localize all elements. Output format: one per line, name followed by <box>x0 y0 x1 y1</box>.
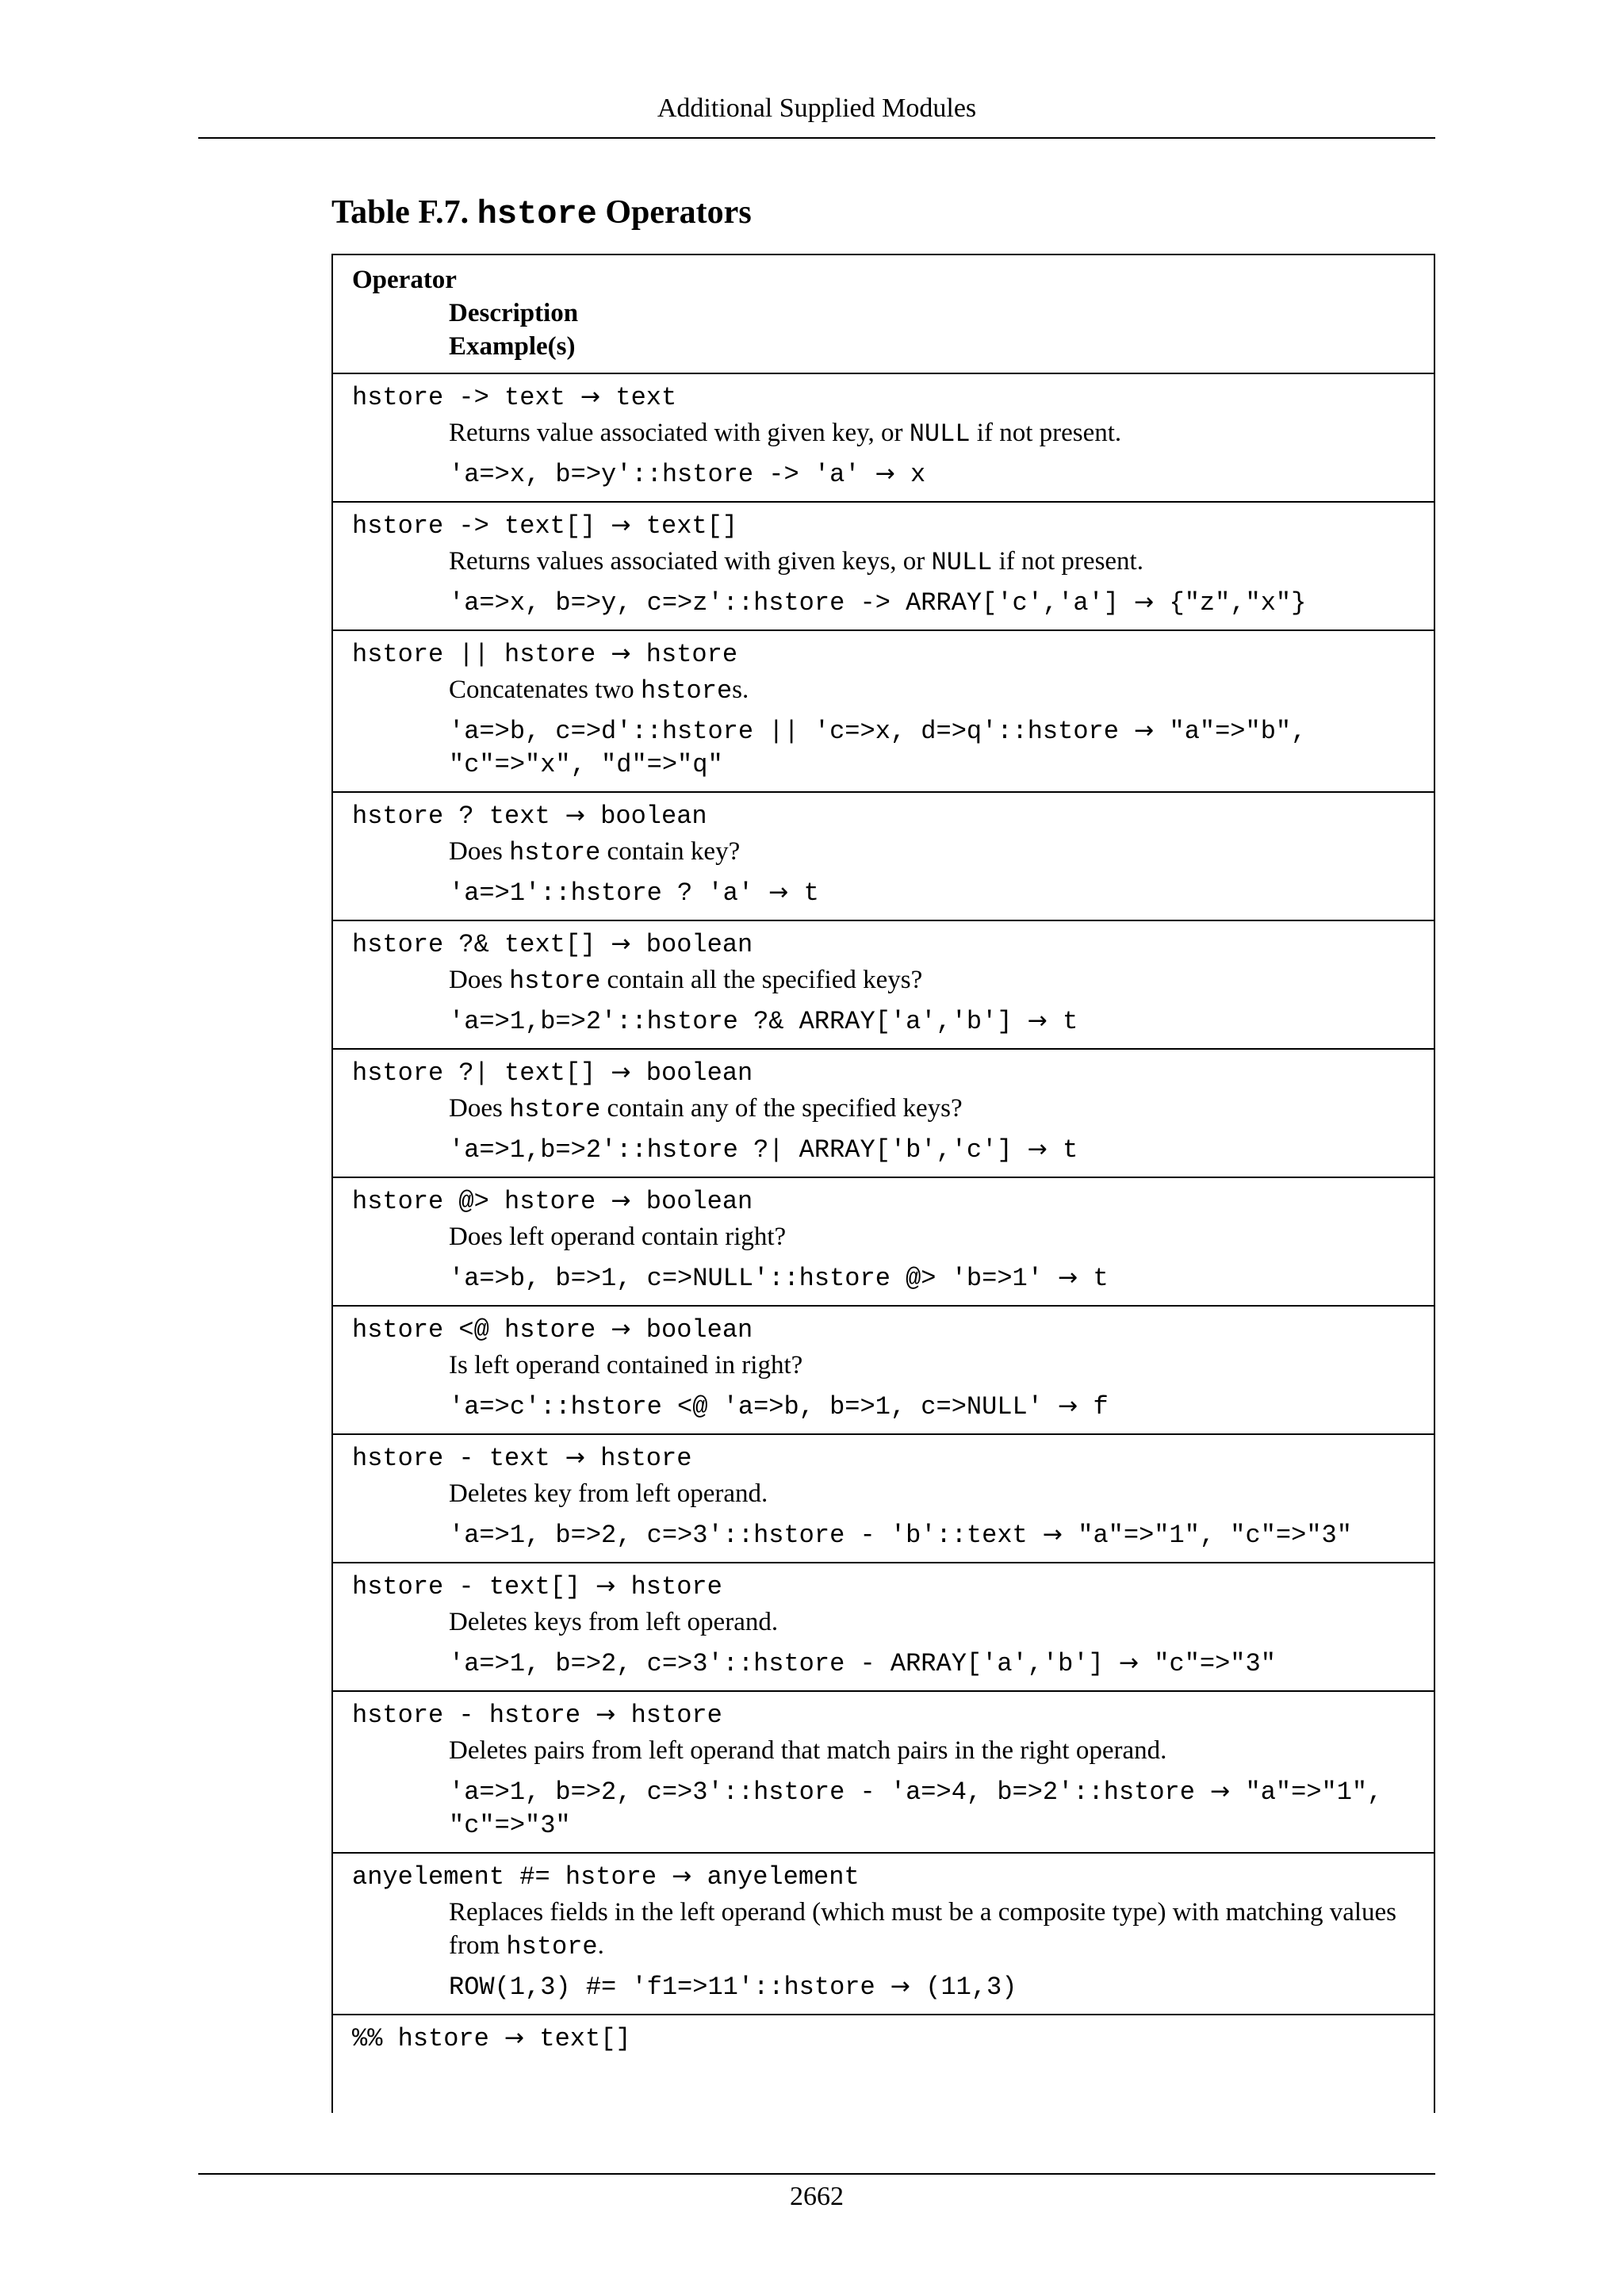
operator-row <box>333 374 1434 503</box>
result-arrow: → <box>875 460 895 488</box>
right-type: hstore <box>504 640 596 669</box>
right-type: text <box>488 1444 550 1473</box>
table-header <box>333 255 1434 374</box>
description-text: if not present. <box>992 547 1143 576</box>
left-type: hstore <box>352 640 444 669</box>
description-text: . <box>597 1931 604 1960</box>
result-type: hstore <box>630 1701 722 1730</box>
running-header: Additional Supplied Modules <box>657 94 977 123</box>
operators-table <box>331 254 1435 2113</box>
example-result: (11,3) <box>925 1973 1017 2002</box>
result-arrow: → <box>611 1187 631 1215</box>
result-type: boolean <box>645 1058 753 1088</box>
right-type: hstore <box>565 1862 657 1892</box>
result-type: boolean <box>645 1315 753 1345</box>
operator-row <box>333 2015 1434 2065</box>
description-text: Returns value associated with given key, or <box>449 419 910 447</box>
left-type: hstore <box>352 511 444 541</box>
operator-description <box>352 1605 1413 1640</box>
operator-symbol: || <box>443 640 505 669</box>
operator-symbol: -> <box>443 383 505 412</box>
right-type: hstore <box>488 1701 581 1730</box>
result-arrow: → <box>1027 1007 1048 1035</box>
right-type: text <box>488 802 550 831</box>
description-code: hstore <box>506 1932 598 1961</box>
operator-signature <box>352 1570 1413 1604</box>
description-text: Does <box>449 1094 510 1123</box>
operator-symbol: - <box>443 1701 489 1730</box>
example-expression: 'a=>b, b=>1, c=>NULL'::hstore @> 'b=>1' <box>449 1264 1043 1293</box>
table-title <box>331 193 752 233</box>
operator-description <box>352 1092 1413 1127</box>
operator-description <box>352 1477 1413 1512</box>
result-arrow: → <box>596 1701 616 1728</box>
operator-example <box>352 1133 1413 1167</box>
example-result: t <box>1063 1007 1078 1036</box>
result-arrow: → <box>611 930 631 958</box>
result-arrow: → <box>565 1444 585 1471</box>
operator-row <box>333 503 1434 631</box>
result-arrow: → <box>611 1058 631 1086</box>
operator-example <box>352 1004 1413 1039</box>
page-number: 2662 <box>790 2182 844 2211</box>
operator-row <box>333 1435 1434 1563</box>
operator-example <box>352 1518 1413 1552</box>
description-code: NULL <box>909 419 971 449</box>
header-rule <box>198 137 1435 139</box>
result-type: text[] <box>645 511 738 541</box>
operator-symbol: %% <box>352 2024 398 2053</box>
result-arrow: → <box>1118 1649 1139 1677</box>
result-arrow: → <box>611 1315 631 1343</box>
column-header-operator: Operator <box>352 266 457 294</box>
description-text: if not present. <box>970 419 1122 447</box>
result-type: boolean <box>645 1187 753 1216</box>
operator-row <box>333 793 1434 921</box>
column-header-examples: Example(s) <box>449 332 576 361</box>
table-title-code: hstore <box>477 195 597 233</box>
result-arrow: → <box>565 802 585 829</box>
right-type: hstore <box>504 1315 596 1345</box>
right-type: hstore <box>504 1187 596 1216</box>
example-expression: 'a=>1, b=>2, c=>3'::hstore - ARRAY['a','b'] <box>449 1649 1104 1678</box>
operator-description <box>352 1734 1413 1769</box>
operator-description <box>352 1896 1413 1964</box>
operator-row <box>333 1307 1434 1435</box>
column-header-description: Description <box>449 299 579 327</box>
example-result: "a"=>"1", "c"=>"3" <box>1078 1521 1352 1550</box>
result-type: boolean <box>600 802 707 831</box>
left-type: hstore <box>352 1444 444 1473</box>
description-code: NULL <box>931 548 993 577</box>
example-result: {"z","x"} <box>1169 588 1307 618</box>
operator-row <box>333 1178 1434 1307</box>
left-type: hstore <box>352 1572 444 1601</box>
result-arrow: → <box>504 2024 525 2052</box>
description-text: Does <box>449 837 510 866</box>
result-arrow: → <box>611 640 631 668</box>
left-type: hstore <box>352 930 444 959</box>
result-arrow: → <box>611 511 631 539</box>
description-code: hstore <box>509 1095 601 1124</box>
result-type: text[] <box>539 2024 631 2053</box>
result-arrow: → <box>1027 1135 1048 1163</box>
description-text: Returns values associated with given keys, or <box>449 547 932 576</box>
result-type: text <box>615 383 677 412</box>
operator-row <box>333 1563 1434 1692</box>
left-type: hstore <box>352 802 444 831</box>
operator-signature <box>352 799 1413 833</box>
description-text: Does <box>449 966 510 994</box>
operator-example <box>352 876 1413 910</box>
result-type: hstore <box>645 640 738 669</box>
right-type: text[] <box>504 511 596 541</box>
right-type: text[] <box>488 1572 581 1601</box>
operator-symbol: - <box>443 1572 489 1601</box>
example-expression: 'a=>1, b=>2, c=>3'::hstore - 'b'::text <box>449 1521 1028 1550</box>
operator-symbol: ?| <box>443 1058 505 1088</box>
example-expression: 'a=>1'::hstore ? 'a' <box>449 878 754 908</box>
example-result: "a"=>"b", "c"=>"x", "d"=>"q" <box>449 717 1307 779</box>
result-arrow: → <box>1058 1392 1078 1420</box>
operator-example <box>352 1970 1413 2004</box>
operator-description <box>352 963 1413 998</box>
operator-description <box>352 545 1413 580</box>
left-type: anyelement <box>352 1862 505 1892</box>
footer-rule <box>198 2173 1435 2175</box>
description-text: s. <box>732 675 749 704</box>
operator-row <box>333 1692 1434 1854</box>
result-arrow: → <box>580 383 601 411</box>
operator-signature <box>352 1056 1413 1090</box>
result-arrow: → <box>1210 1777 1231 1805</box>
operator-signature <box>352 1313 1413 1347</box>
operator-description <box>352 1220 1413 1255</box>
operator-description <box>352 673 1413 708</box>
result-arrow: → <box>768 878 789 906</box>
result-type: anyelement <box>707 1862 860 1892</box>
result-arrow: → <box>1058 1264 1078 1292</box>
operator-signature <box>352 928 1413 962</box>
table-title-suffix: Operators <box>596 194 752 231</box>
example-result: x <box>910 460 926 489</box>
example-result: t <box>803 878 819 908</box>
example-expression: 'a=>1,b=>2'::hstore ?& ARRAY['a','b'] <box>449 1007 1013 1036</box>
example-expression: 'a=>x, b=>y'::hstore -> 'a' <box>449 460 860 489</box>
example-expression: 'a=>b, c=>d'::hstore || 'c=>x, d=>q'::hstore <box>449 717 1119 746</box>
operator-signature <box>352 509 1413 543</box>
operator-row <box>333 1854 1434 2015</box>
operator-symbol: -> <box>443 511 505 541</box>
result-arrow: → <box>596 1572 616 1600</box>
operator-symbol: ? <box>443 802 489 831</box>
operator-signature <box>352 1860 1413 1894</box>
operator-example <box>352 1261 1413 1295</box>
operator-example <box>352 714 1413 782</box>
example-result: "a"=>"1", "c"=>"3" <box>449 1777 1383 1840</box>
description-text: Deletes pairs from left operand that match pairs in the right operand. <box>449 1736 1167 1765</box>
description-text: contain any of the specified keys? <box>600 1094 963 1123</box>
operator-signature <box>352 1441 1413 1475</box>
result-arrow: → <box>1042 1521 1063 1548</box>
description-text: Deletes key from left operand. <box>449 1479 768 1508</box>
operator-symbol: @> <box>443 1187 505 1216</box>
description-text: contain all the specified keys? <box>600 966 923 994</box>
operator-description <box>352 1349 1413 1383</box>
operator-signature <box>352 1698 1413 1732</box>
description-code: hstore <box>509 966 601 996</box>
right-type: hstore <box>397 2024 489 2053</box>
operator-example <box>352 586 1413 620</box>
operator-signature <box>352 1184 1413 1219</box>
left-type: hstore <box>352 1058 444 1088</box>
description-text: Is left operand contained in right? <box>449 1351 803 1380</box>
left-type: hstore <box>352 383 444 412</box>
right-type: text <box>504 383 565 412</box>
result-type: hstore <box>630 1572 722 1601</box>
example-result: t <box>1093 1264 1109 1293</box>
result-arrow: → <box>672 1862 692 1890</box>
result-type: hstore <box>600 1444 692 1473</box>
operator-example <box>352 1647 1413 1681</box>
operator-signature <box>352 2022 1413 2056</box>
operator-symbol: #= <box>504 1862 565 1892</box>
description-text: Concatenates two <box>449 675 641 704</box>
description-code: hstore <box>640 676 733 706</box>
operator-row <box>333 921 1434 1050</box>
operator-description <box>352 416 1413 451</box>
result-arrow: → <box>890 1973 911 2000</box>
description-text: Replaces fields in the left operand (which must be a composite type) with matching values from <box>449 1898 1396 1960</box>
left-type: hstore <box>352 1701 444 1730</box>
operator-example <box>352 1390 1413 1424</box>
description-text: Does left operand contain right? <box>449 1223 787 1251</box>
example-result: f <box>1093 1392 1109 1422</box>
description-text: Deletes keys from left operand. <box>449 1608 779 1636</box>
example-expression: 'a=>c'::hstore <@ 'a=>b, b=>1, c=>NULL' <box>449 1392 1043 1422</box>
result-arrow: → <box>1134 588 1155 616</box>
example-result: t <box>1063 1135 1078 1165</box>
operator-symbol: <@ <box>443 1315 505 1345</box>
right-type: text[] <box>504 930 596 959</box>
example-expression: 'a=>1, b=>2, c=>3'::hstore - 'a=>4, b=>2'::hstore <box>449 1777 1195 1807</box>
left-type: hstore <box>352 1187 444 1216</box>
description-code: hstore <box>509 838 601 867</box>
result-arrow: → <box>1134 717 1155 744</box>
right-type: text[] <box>504 1058 596 1088</box>
result-type: boolean <box>645 930 753 959</box>
operator-symbol: - <box>443 1444 489 1473</box>
operator-signature <box>352 381 1413 415</box>
table-title-prefix: Table F.7. <box>331 194 477 231</box>
operator-example <box>352 1775 1413 1843</box>
operator-symbol: ?& <box>443 930 505 959</box>
example-expression: ROW(1,3) #= 'f1=>11'::hstore <box>449 1973 875 2002</box>
operator-row <box>333 631 1434 793</box>
description-text: contain key? <box>600 837 741 866</box>
left-type: hstore <box>352 1315 444 1345</box>
example-expression: 'a=>x, b=>y, c=>z'::hstore -> ARRAY['c','a'] <box>449 588 1119 618</box>
operator-example <box>352 457 1413 492</box>
operator-signature <box>352 637 1413 672</box>
operator-row <box>333 1050 1434 1178</box>
example-expression: 'a=>1,b=>2'::hstore ?| ARRAY['b','c'] <box>449 1135 1013 1165</box>
operator-description <box>352 835 1413 870</box>
example-result: "c"=>"3" <box>1154 1649 1276 1678</box>
